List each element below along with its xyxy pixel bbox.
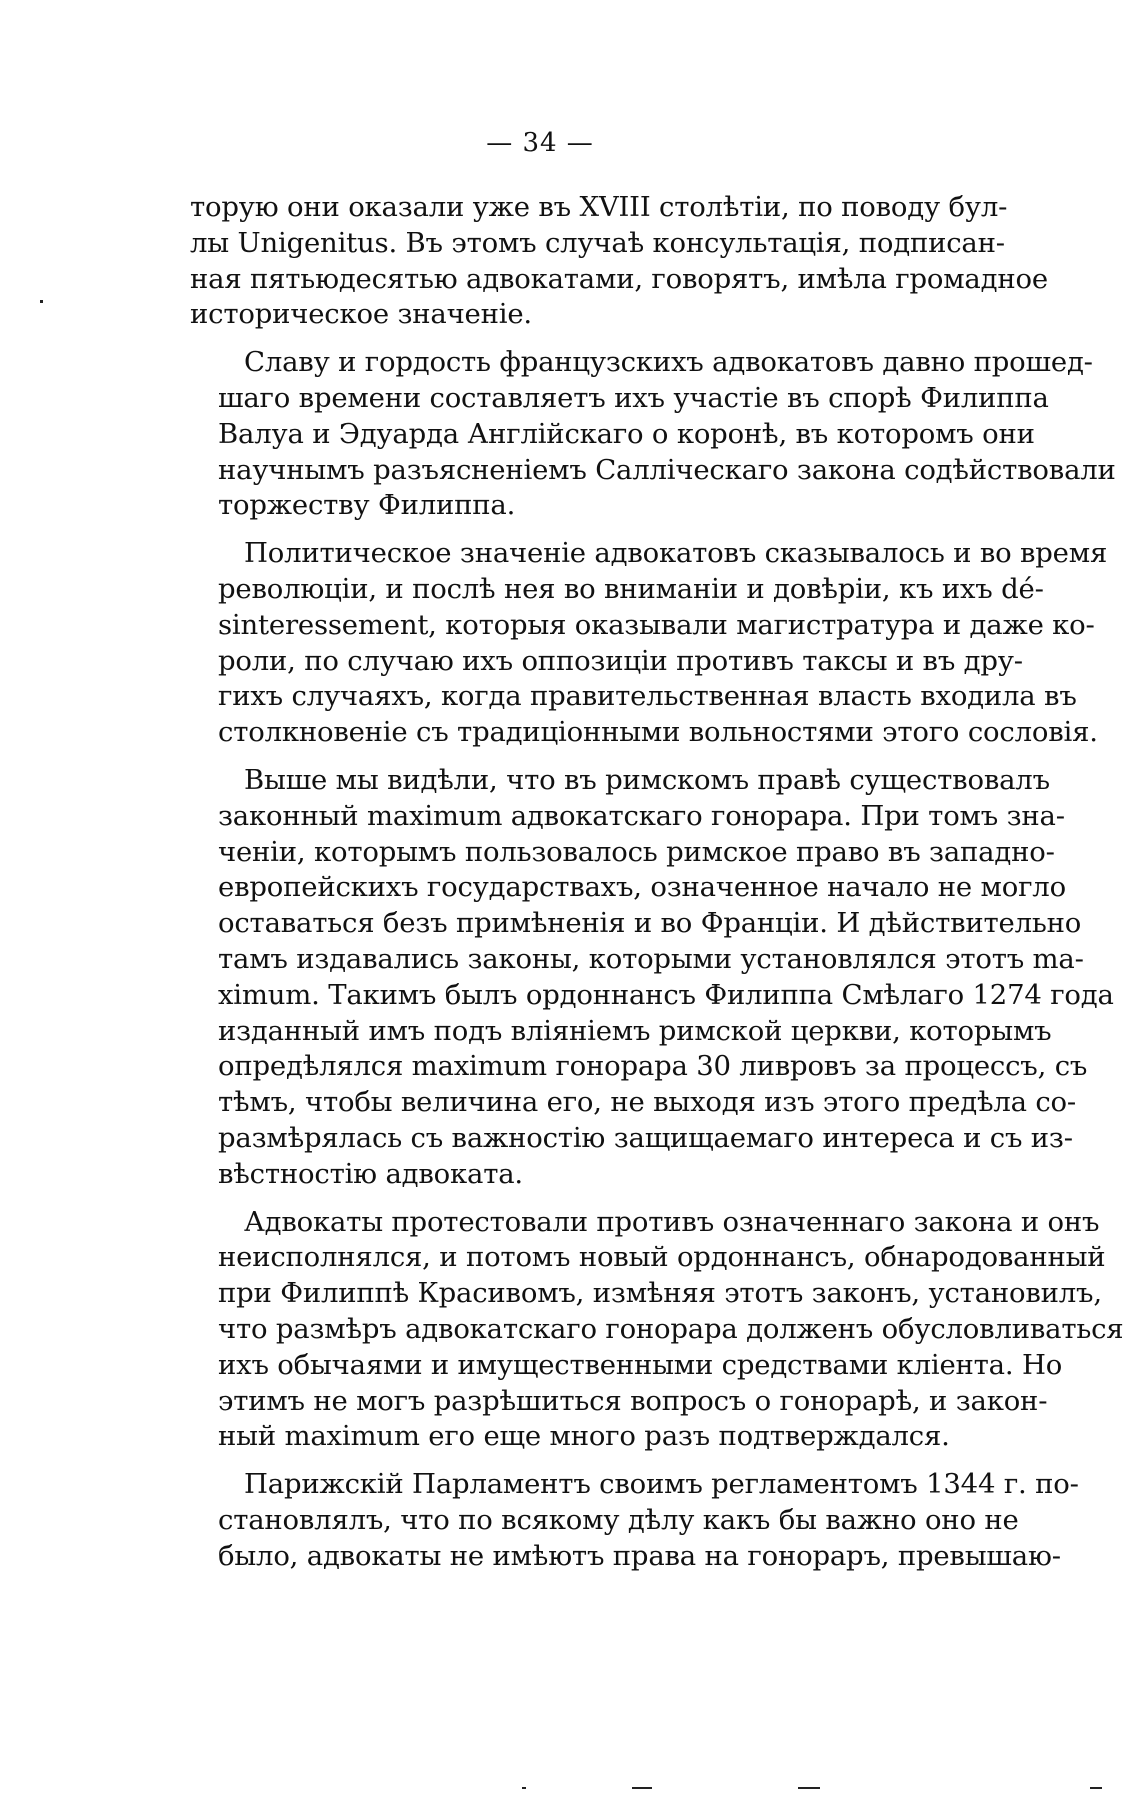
text-line: тѣмъ, чтобы величина его, не выходя изъ этого предѣла со- [218,1086,1076,1119]
text-line: неисполнялся, и потомъ новый ордоннансъ, обнародованный [218,1241,1106,1274]
text-line: столкновеніе съ традиціонными вольностями этого сословія. [218,716,1098,749]
text-line: гихъ случаяхъ, когда правительственная власть входила въ [218,680,1077,713]
text-line: ный maximum его еще много разъ подтверждался. [218,1420,950,1453]
text-line: становлялъ, что по всякому дѣлу какъ бы важно оно не [218,1503,1019,1536]
text-line: этимъ не могъ разрѣшиться вопросъ о гонорарѣ, и закон- [218,1384,1048,1417]
text-line: оставаться безъ примѣненія и во Франціи. И дѣйствительно [218,907,1082,940]
text-line: ченіи, которымъ пользовалось римское право въ западно- [218,835,1055,868]
text-line: Выше мы видѣли, что въ римскомъ правѣ существовалъ [244,763,1050,796]
text-line: шаго времени составляетъ ихъ участіе въ спорѣ Филиппа [218,381,1049,414]
text-line: законный maximum адвокатскаго гонорара. При томъ зна- [218,799,1065,832]
text-line: ная пятьюдесятью адвокатами, говорятъ, имѣла громадное [190,262,1048,295]
text-line: при Филиппѣ Красивомъ, измѣняя этотъ законъ, установилъ, [218,1277,1102,1310]
paragraph-4 [190,763,1114,1193]
text-line: торую они оказали уже въ XVIII столѣтіи, по поводу бул- [190,191,1008,223]
text-line: роли, по случаю ихъ оппозиціи противъ таксы и въ дру- [218,644,1023,677]
paragraph-2 [190,345,1116,524]
scan-speck [798,1787,820,1789]
text-line: научнымъ разъясненіемъ Салліческаго закона содѣйствовали [218,453,1116,486]
text-line: европейскихъ государствахъ, означенное начало не могло [218,871,1066,904]
text-line: было, адвокаты не имѣютъ права на гонораръ, превышаю- [218,1539,1061,1572]
text-line: революціи, и послѣ нея во вниманіи и довѣріи, къ ихъ dé- [218,572,1044,605]
text-line: ximum. Такимъ былъ ордоннансъ Филиппа Смѣлаго 1274 года [218,978,1114,1011]
text-line: размѣрялась съ важностію защищаемаго интереса и съ из- [218,1121,1073,1154]
scan-speck [522,1787,526,1789]
text-line: ихъ обычаями и имущественными средствами кліента. Но [218,1348,1063,1381]
text-line: лы Unigenitus. Въ этомъ случаѣ консультація, подписан- [190,226,1005,259]
text-line: торжеству Филиппа. [218,489,516,522]
text-line: sinteressement, которыя оказывали магистратура и даже ко- [218,608,1095,641]
paragraph-5 [190,1205,1124,1456]
text-line: Адвокаты протестовали противъ означеннаго закона и онъ [244,1205,1100,1238]
text-line: изданный имъ подъ вліяніемъ римской церкви, которымъ [218,1014,1052,1047]
text-line: что размѣръ адвокатскаго гонорара долженъ обусловливаться [218,1312,1124,1345]
text-line: тамъ издавались законы, которыми установлялся этотъ ma- [218,942,1084,975]
scan-speck [40,300,43,303]
scan-speck [632,1787,652,1789]
paragraph-1 [190,190,1048,333]
page-number: — 34 — [486,128,594,158]
text-line: Политическое значеніе адвокатовъ сказывалось и во время [244,537,1108,570]
text-line: вѣстностію адвоката. [218,1157,523,1190]
paragraph-3 [190,536,1108,751]
paragraph-6 [190,1467,1079,1574]
text-line: Славу и гордость французскихъ адвокатовъ давно прошед- [244,346,1093,379]
body-text [190,190,1124,1586]
text-line: Парижскій Парламентъ своимъ регламентомъ 1344 г. по- [244,1468,1079,1501]
text-line: Валуа и Эдуарда Англійскаго о коронѣ, въ которомъ они [218,417,1035,450]
text-line: историческое значеніе. [190,298,532,331]
scan-speck [1090,1787,1102,1789]
text-line: опредѣлялся maximum гонорара 30 ливровъ за процессъ, съ [218,1050,1088,1083]
